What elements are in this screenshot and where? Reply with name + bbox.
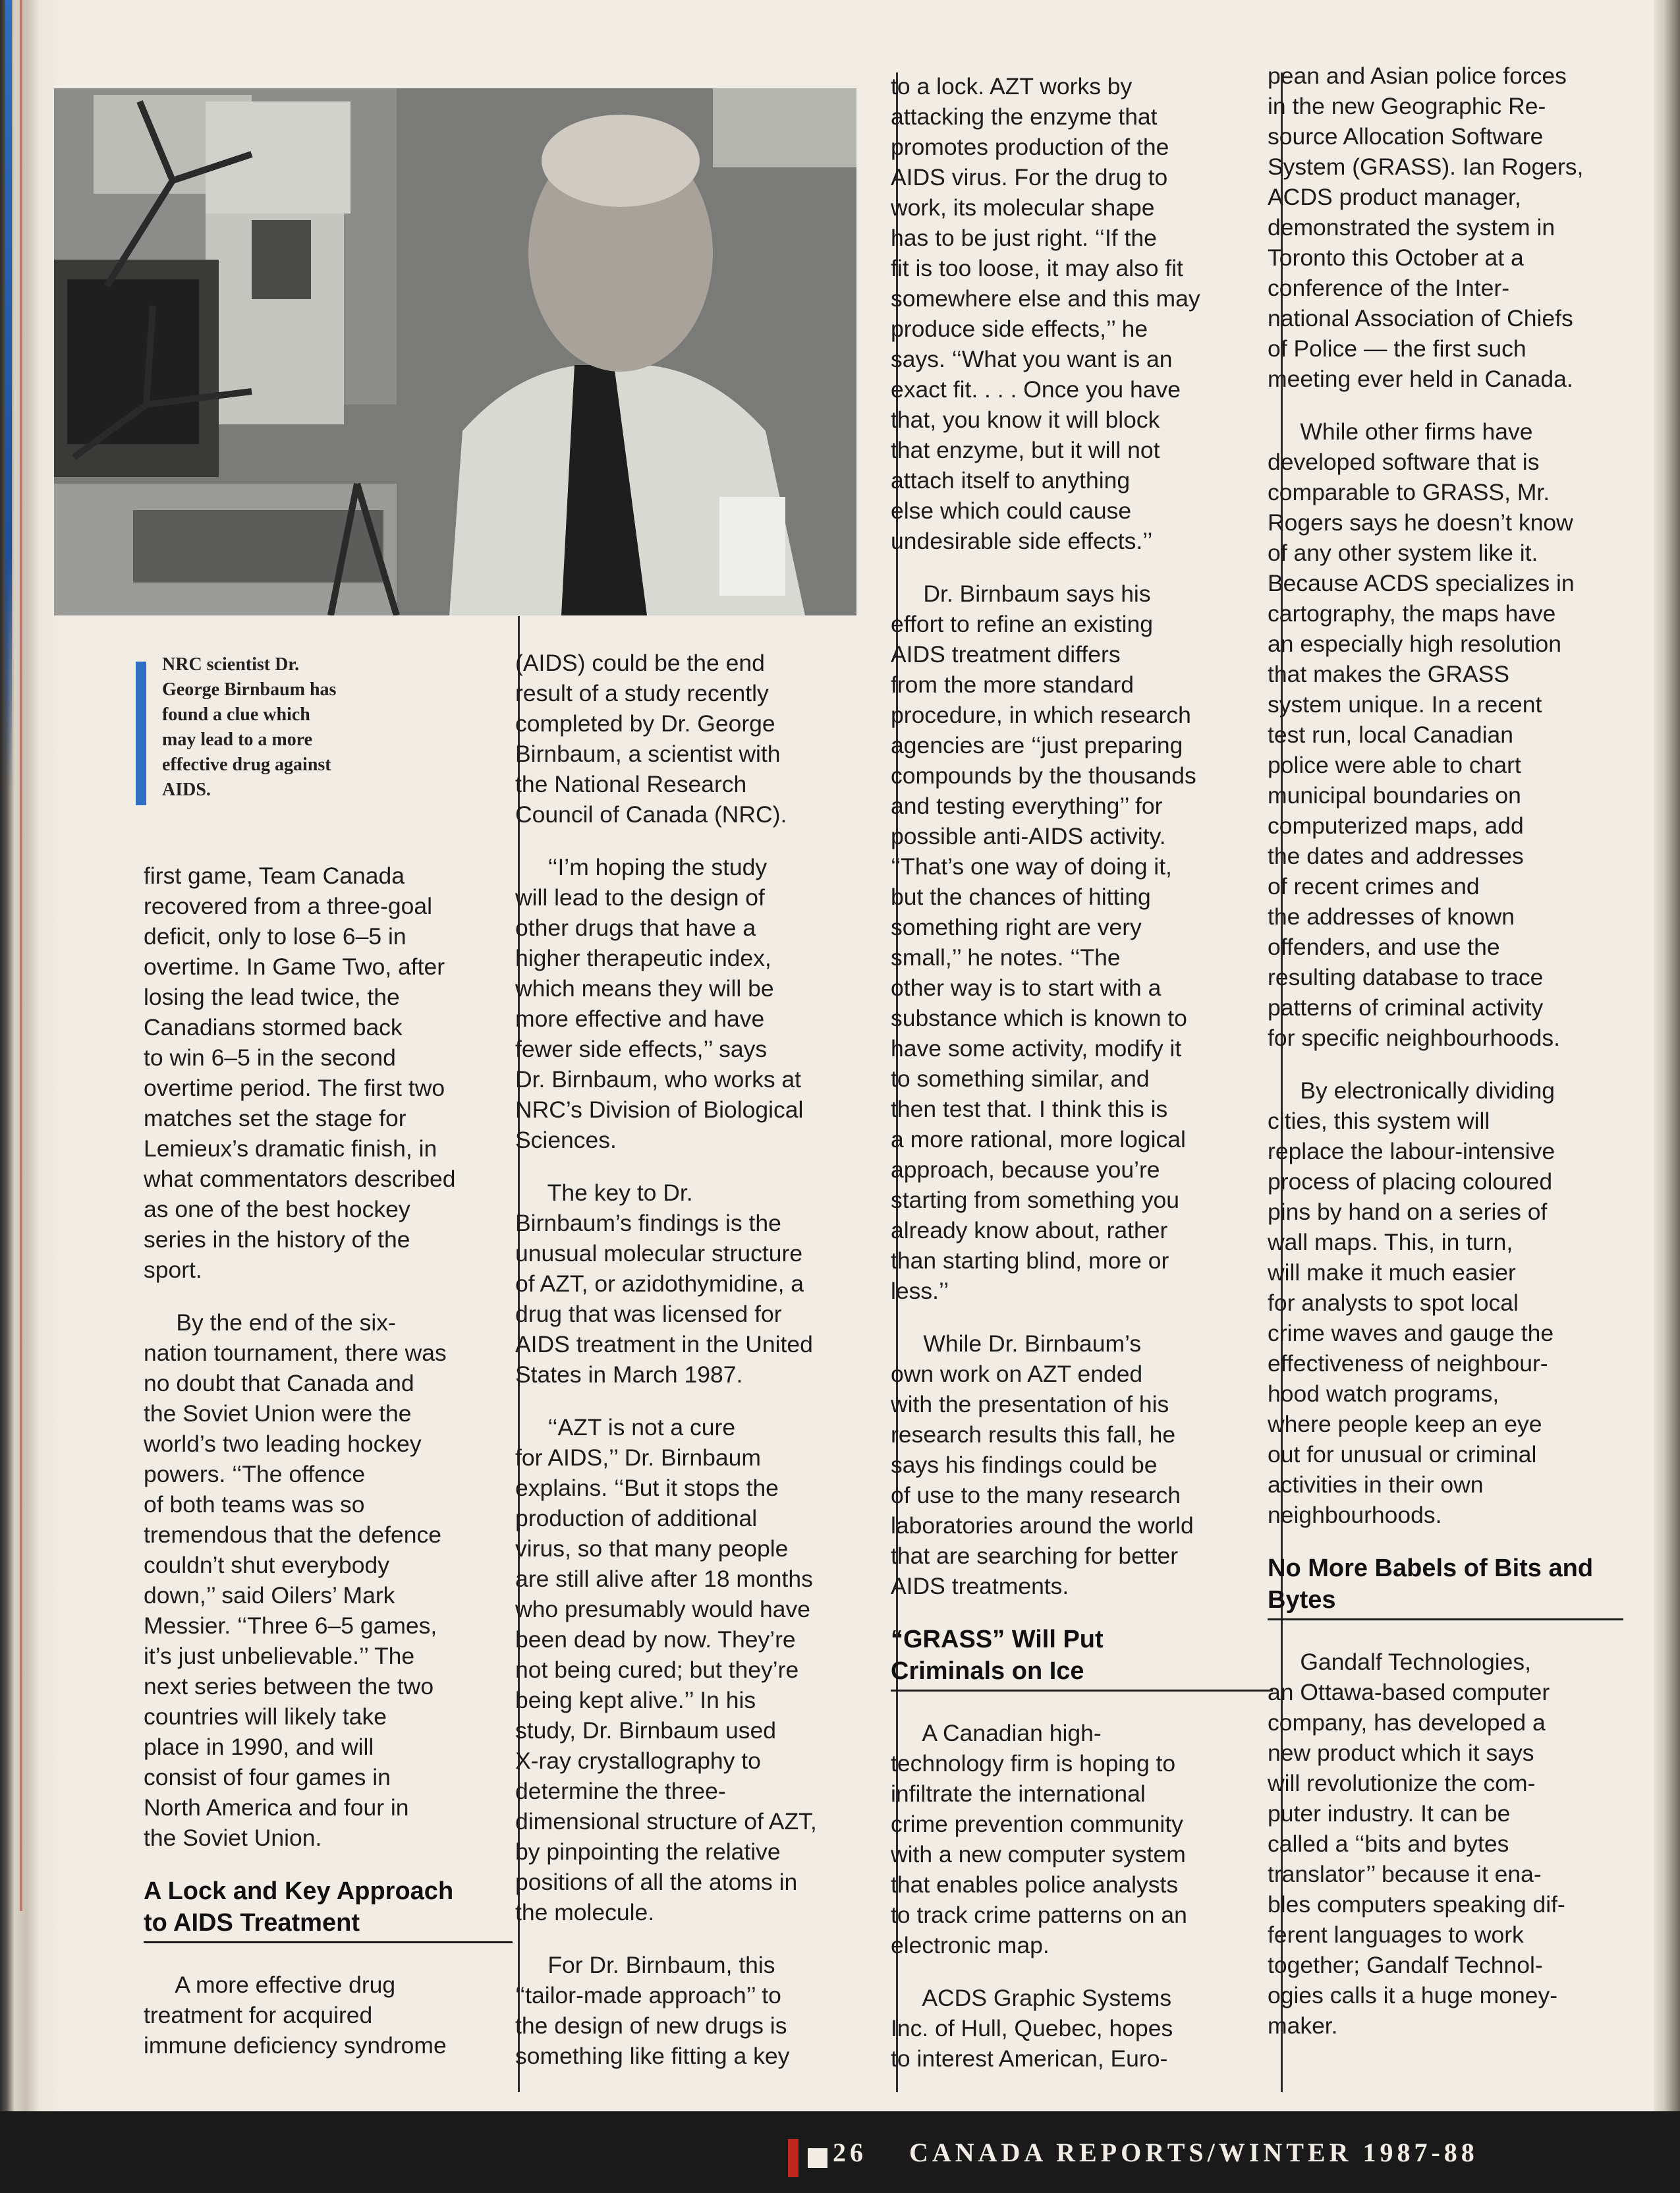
text-line: recovered from a three-goal xyxy=(144,893,433,919)
text-line: tremendous that the defence xyxy=(144,1522,441,1548)
text-line: the Soviet Union were the xyxy=(144,1400,412,1427)
page-number: 26 xyxy=(833,2138,867,2167)
text-line: couldn’t shut everybody xyxy=(144,1552,389,1578)
text-line: municipal boundaries on xyxy=(1268,782,1521,809)
text-line: Lemieux’s dramatic finish, in xyxy=(144,1135,437,1162)
text-line: other drugs that have a xyxy=(515,915,756,941)
text-line: pean and Asian police forces xyxy=(1268,63,1567,89)
paragraph xyxy=(891,1328,1273,1601)
text-line: fewer side effects,’’ says xyxy=(515,1036,768,1062)
text-line: where people keep an eye xyxy=(1268,1411,1542,1437)
text-line: Council of Canada (NRC). xyxy=(515,801,787,828)
text-line: of AZT, or azidothymidine, a xyxy=(515,1270,804,1297)
text-line: work, its molecular shape xyxy=(891,194,1155,221)
paragraph xyxy=(515,1412,884,1927)
text-line: electronic map. xyxy=(891,1932,1050,1958)
text-line: research results this fall, he xyxy=(891,1421,1176,1448)
text-line: no doubt that Canada and xyxy=(144,1370,414,1396)
text-line: police were able to chart xyxy=(1268,752,1521,778)
text-line: with a new computer system xyxy=(891,1841,1186,1867)
text-line: fit is too loose, it may also fit xyxy=(891,255,1183,281)
text-line: are still alive after 18 months xyxy=(515,1566,813,1592)
text-line: matches set the stage for xyxy=(144,1105,406,1131)
text-line: States in March 1987. xyxy=(515,1361,743,1388)
text-line: has to be just right. ‘‘If the xyxy=(891,225,1157,251)
text-line: ‘‘tailor-made approach’’ to xyxy=(515,1982,781,2008)
text-line: who presumably would have xyxy=(515,1596,810,1622)
text-line: ‘‘AZT is not a cure xyxy=(515,1414,736,1440)
paragraph xyxy=(1268,416,1623,1053)
text-line: losing the lead twice, the xyxy=(144,984,400,1010)
paragraph xyxy=(1268,1647,1623,2041)
text-line: A Canadian high- xyxy=(891,1720,1102,1746)
text-line: the addresses of known xyxy=(1268,903,1515,930)
text-line: to a lock. AZT works by xyxy=(891,73,1133,100)
text-line: something like fitting a key xyxy=(515,2043,790,2069)
text-line: the Soviet Union. xyxy=(144,1825,322,1851)
text-line: effectiveness of neighbour- xyxy=(1268,1350,1548,1377)
text-line: to something similar, and xyxy=(891,1066,1150,1092)
text-line: Rogers says he doesn’t know xyxy=(1268,509,1573,536)
text-line: virus, so that many people xyxy=(515,1535,789,1562)
text-line: of Police — the first such xyxy=(1268,335,1526,362)
text-line: test run, local Canadian xyxy=(1268,722,1513,748)
text-line: demonstrated the system in xyxy=(1268,214,1555,241)
heading-rule xyxy=(1268,1618,1623,1620)
text-line: by pinpointing the relative xyxy=(515,1838,781,1865)
text-line: somewhere else and this may xyxy=(891,285,1200,312)
text-line: from the more standard xyxy=(891,671,1134,698)
text-line: AIDS treatment differs xyxy=(891,641,1121,668)
paragraph xyxy=(891,71,1273,556)
text-line: Inc. of Hull, Quebec, hopes xyxy=(891,2015,1173,2041)
text-line: technology firm is hoping to xyxy=(891,1750,1176,1777)
photo-caption xyxy=(162,652,439,803)
heading-rule xyxy=(144,1941,513,1943)
text-line: laboratories around the world xyxy=(891,1512,1194,1539)
text-line: wall maps. This, in turn, xyxy=(1268,1229,1513,1255)
caption-line: effective drug against xyxy=(162,755,331,775)
heading-line: to AIDS Treatment xyxy=(144,1909,360,1937)
page-edge-shadow xyxy=(1654,0,1680,2193)
text-line: source Allocation Software xyxy=(1268,123,1544,150)
text-line: unusual molecular structure xyxy=(515,1240,803,1267)
text-line: positions of all the atoms in xyxy=(515,1869,798,1895)
text-line: replace the labour-intensive xyxy=(1268,1138,1555,1164)
text-line: possible anti-AIDS activity. xyxy=(891,823,1166,849)
text-line: that makes the GRASS xyxy=(1268,661,1509,687)
text-line: but the chances of hitting xyxy=(891,884,1151,910)
text-line: of both teams was so xyxy=(144,1491,365,1518)
text-line: pins by hand on a series of xyxy=(1268,1199,1548,1225)
text-line: infiltrate the international xyxy=(891,1780,1146,1807)
text-line: Toronto this October at a xyxy=(1268,244,1524,271)
text-line: of any other system like it. xyxy=(1268,540,1538,566)
text-line: Gandalf Technologies, xyxy=(1268,1649,1531,1675)
text-line: NRC’s Division of Biological xyxy=(515,1096,804,1123)
text-line: that enables police analysts xyxy=(891,1871,1179,1898)
text-line: ACDS product manager, xyxy=(1268,184,1521,210)
caption-line: George Birnbaum has xyxy=(162,679,337,700)
text-line: agencies are ‘‘just preparing xyxy=(891,732,1183,758)
text-line: what commentators described xyxy=(144,1166,456,1192)
text-line: Because ACDS specializes in xyxy=(1268,570,1575,596)
text-line: and testing everything’’ for xyxy=(891,793,1163,819)
text-line: nation tournament, there was xyxy=(144,1340,447,1366)
text-line: higher therapeutic index, xyxy=(515,945,771,971)
text-line: of use to the many research xyxy=(891,1482,1181,1508)
publication-name: CANADA REPORTS/WINTER 1987-88 xyxy=(909,2138,1478,2167)
text-line: substance which is known to xyxy=(891,1005,1187,1031)
caption-line: AIDS. xyxy=(162,780,211,800)
text-line: produce side effects,’’ he xyxy=(891,316,1148,342)
text-line: it’s just unbelievable.’’ The xyxy=(144,1643,415,1669)
text-line: says his findings could be xyxy=(891,1452,1158,1478)
text-line: that are searching for better xyxy=(891,1543,1179,1569)
text-line: compounds by the thousands xyxy=(891,762,1196,789)
text-line: company, has developed a xyxy=(1268,1709,1546,1736)
text-line: small,’’ he notes. ‘‘The xyxy=(891,944,1121,971)
text-line: AIDS virus. For the drug to xyxy=(891,164,1168,190)
text-line: meeting ever held in Canada. xyxy=(1268,366,1573,392)
paragraph xyxy=(515,1950,884,2071)
text-line: not being cured; but they’re xyxy=(515,1657,799,1683)
paragraph xyxy=(144,861,513,1285)
text-line: hood watch programs, xyxy=(1268,1381,1499,1407)
text-line: resulting database to trace xyxy=(1268,964,1544,990)
text-line: the design of new drugs is xyxy=(515,2012,787,2039)
text-line: attach itself to anything xyxy=(891,467,1131,494)
text-line: being kept alive.’’ In his xyxy=(515,1687,756,1713)
scientist-photo xyxy=(54,88,856,615)
text-line: Dr. Birnbaum, who works at xyxy=(515,1066,802,1093)
text-line: While other firms have xyxy=(1268,418,1533,445)
text-line: more effective and have xyxy=(515,1006,765,1032)
text-line: activities in their own xyxy=(1268,1471,1484,1498)
text-line: exact fit. . . . Once you have xyxy=(891,376,1181,403)
paragraph xyxy=(144,1970,513,2061)
text-line: for AIDS,’’ Dr. Birnbaum xyxy=(515,1444,761,1471)
text-line: developed software that is xyxy=(1268,449,1540,475)
text-line: called a ‘‘bits and bytes xyxy=(1268,1831,1509,1857)
text-line: a more rational, more logical xyxy=(891,1126,1186,1153)
paragraph xyxy=(891,1718,1273,1960)
text-line: than starting blind, more or xyxy=(891,1247,1169,1274)
text-line: System (GRASS). Ian Rogers, xyxy=(1268,154,1584,180)
text-line: that enzyme, but it will not xyxy=(891,437,1160,463)
text-line: neighbourhoods. xyxy=(1268,1502,1442,1528)
text-line: AIDS treatment in the United xyxy=(515,1331,813,1357)
text-line: Birnbaum, a scientist with xyxy=(515,741,781,767)
text-line: the dates and addresses xyxy=(1268,843,1524,869)
text-line: next series between the two xyxy=(144,1673,434,1699)
paragraph xyxy=(1268,1075,1623,1530)
text-line: to interest American, Euro- xyxy=(891,2045,1168,2072)
text-line: maker. xyxy=(1268,2012,1338,2039)
text-line: Birnbaum’s findings is the xyxy=(515,1210,781,1236)
text-line: For Dr. Birnbaum, this xyxy=(515,1952,775,1978)
text-line: promotes production of the xyxy=(891,134,1169,160)
text-line: approach, because you’re xyxy=(891,1156,1160,1183)
heading-rule xyxy=(891,1690,1273,1692)
text-line: consist of four games in xyxy=(144,1764,391,1790)
paragraph xyxy=(1268,61,1623,394)
paragraph xyxy=(144,1307,513,1853)
text-line: that, you know it will block xyxy=(891,407,1160,433)
text-line: to track crime patterns on an xyxy=(891,1902,1187,1928)
text-line: down,’’ said Oilers’ Mark xyxy=(144,1582,395,1609)
text-line: effort to refine an existing xyxy=(891,611,1153,637)
text-line: bles computers speaking dif- xyxy=(1268,1891,1565,1918)
heading-line: No More Babels of Bits and xyxy=(1268,1554,1594,1582)
caption-line: NRC scientist Dr. xyxy=(162,654,300,675)
text-line: then test that. I think this is xyxy=(891,1096,1168,1122)
text-line: series in the history of the xyxy=(144,1226,410,1253)
caption-line: found a clue which xyxy=(162,704,310,725)
text-line: for analysts to spot local xyxy=(1268,1290,1519,1316)
paragraph xyxy=(891,1983,1273,2074)
text-line: together; Gandalf Technol- xyxy=(1268,1952,1543,1978)
text-line: powers. ‘‘The offence xyxy=(144,1461,366,1487)
section-heading-aids xyxy=(144,1875,513,1939)
text-line: dimensional structure of AZT, xyxy=(515,1808,817,1835)
text-line: offenders, and use the xyxy=(1268,934,1500,960)
text-line: computerized maps, add xyxy=(1268,812,1524,839)
text-line: as one of the best hockey xyxy=(144,1196,410,1222)
text-line: Dr. Birnbaum says his xyxy=(891,581,1151,607)
text-line: attacking the enzyme that xyxy=(891,103,1158,130)
text-line: X-ray crystallography to xyxy=(515,1748,761,1774)
text-line: deficit, only to lose 6–5 in xyxy=(144,923,406,950)
text-line: ogies calls it a huge money- xyxy=(1268,1982,1558,2008)
text-line: Sciences. xyxy=(515,1127,617,1153)
text-line: the National Research xyxy=(515,771,747,797)
text-line: of recent crimes and xyxy=(1268,873,1480,899)
text-line: ‘‘That’s one way of doing it, xyxy=(891,853,1172,880)
text-line: undesirable side effects.’’ xyxy=(891,528,1153,554)
text-line: explains. ‘‘But it stops the xyxy=(515,1475,779,1501)
text-line: have some activity, modify it xyxy=(891,1035,1182,1062)
page-footer xyxy=(833,2137,1478,2168)
text-line: first game, Team Canada xyxy=(144,863,405,889)
caption-accent-bar xyxy=(136,662,146,805)
text-line: already know about, rather xyxy=(891,1217,1168,1243)
text-line: production of additional xyxy=(515,1505,758,1531)
text-line: determine the three- xyxy=(515,1778,726,1804)
text-line: process of placing coloured xyxy=(1268,1168,1553,1195)
text-line: else which could cause xyxy=(891,498,1132,524)
text-line: sport. xyxy=(144,1257,202,1283)
column-1 xyxy=(144,861,513,2061)
text-line: world’s two leading hockey xyxy=(144,1431,422,1457)
text-line: The key to Dr. xyxy=(515,1180,693,1206)
paragraph xyxy=(891,579,1273,1306)
section-heading-grass xyxy=(891,1624,1273,1687)
text-line: countries will likely take xyxy=(144,1703,387,1730)
text-line: Canadians stormed back xyxy=(144,1014,403,1040)
section-heading-babels xyxy=(1268,1552,1623,1616)
heading-line: A Lock and Key Approach xyxy=(144,1877,454,1905)
paragraph xyxy=(515,1178,884,1390)
scientist-photo-illustration xyxy=(54,88,856,615)
paragraph xyxy=(515,648,884,830)
text-line: will make it much easier xyxy=(1268,1259,1516,1286)
text-line: which means they will be xyxy=(515,975,774,1002)
text-line: will revolutionize the com- xyxy=(1268,1770,1536,1796)
paragraph xyxy=(515,852,884,1155)
text-line: study, Dr. Birnbaum used xyxy=(515,1717,776,1744)
text-line: overtime period. The first two xyxy=(144,1075,445,1101)
text-line: starting from something you xyxy=(891,1187,1180,1213)
text-line: translator’’ because it ena- xyxy=(1268,1861,1542,1887)
text-line: own work on AZT ended xyxy=(891,1361,1143,1387)
spine-red-edge xyxy=(20,0,22,1911)
text-line: place in 1990, and will xyxy=(144,1734,374,1760)
footer-red-marker xyxy=(788,2139,798,2177)
text-line: out for unusual or criminal xyxy=(1268,1441,1537,1467)
text-line: Messier. ‘‘Three 6–5 games, xyxy=(144,1612,437,1639)
heading-line: Criminals on Ice xyxy=(891,1657,1084,1685)
column-3 xyxy=(891,71,1273,2074)
text-line: an Ottawa-based computer xyxy=(1268,1679,1550,1705)
text-line: says. ‘‘What you want is an xyxy=(891,346,1173,372)
text-line: (AIDS) could be the end xyxy=(515,650,765,676)
heading-line: “GRASS” Will Put xyxy=(891,1626,1104,1653)
text-line: puter industry. It can be xyxy=(1268,1800,1511,1827)
text-line: with the presentation of his xyxy=(891,1391,1169,1417)
text-line: By the end of the six- xyxy=(144,1309,396,1336)
text-line: cities, this system will xyxy=(1268,1108,1490,1134)
text-line: While Dr. Birnbaum’s xyxy=(891,1330,1142,1357)
spine-blue-stripe xyxy=(5,0,12,791)
text-line: other way is to start with a xyxy=(891,975,1162,1001)
text-line: ACDS Graphic Systems xyxy=(891,1985,1172,2011)
text-line: comparable to GRASS, Mr. xyxy=(1268,479,1550,505)
text-line: overtime. In Game Two, after xyxy=(144,954,445,980)
text-line: system unique. In a recent xyxy=(1268,691,1542,718)
text-line: ferent languages to work xyxy=(1268,1922,1524,1948)
text-line: By electronically dividing xyxy=(1268,1077,1555,1104)
text-line: crime waves and gauge the xyxy=(1268,1320,1554,1346)
text-line: for specific neighbourhoods. xyxy=(1268,1025,1561,1051)
text-line: an especially high resolution xyxy=(1268,631,1562,657)
heading-line: Bytes xyxy=(1268,1586,1336,1614)
caption-line: may lead to a more xyxy=(162,729,313,750)
column-4 xyxy=(1268,61,1623,2041)
footer-square-icon xyxy=(808,2148,827,2168)
text-line: cartography, the maps have xyxy=(1268,600,1556,627)
text-line: immune deficiency syndrome xyxy=(144,2032,447,2059)
text-line: AIDS treatments. xyxy=(891,1573,1069,1599)
text-line: to win 6–5 in the second xyxy=(144,1044,396,1071)
text-line: drug that was licensed for xyxy=(515,1301,782,1327)
text-line: new product which it says xyxy=(1268,1740,1534,1766)
text-line: result of a study recently xyxy=(515,680,769,706)
column-2 xyxy=(515,648,884,2071)
text-line: in the new Geographic Re- xyxy=(1268,93,1546,119)
text-line: something right are very xyxy=(891,914,1142,940)
text-line: ‘‘I’m hoping the study xyxy=(515,854,768,880)
text-line: the molecule. xyxy=(515,1899,655,1925)
text-line: completed by Dr. George xyxy=(515,710,775,737)
text-line: crime prevention community xyxy=(891,1811,1183,1837)
text-line: national Association of Chiefs xyxy=(1268,305,1573,331)
text-line: conference of the Inter- xyxy=(1268,275,1510,301)
text-line: A more effective drug xyxy=(144,1972,396,1998)
text-line: less.’’ xyxy=(891,1278,949,1304)
text-line: been dead by now. They’re xyxy=(515,1626,796,1653)
text-line: will lead to the design of xyxy=(515,884,765,911)
text-line: procedure, in which research xyxy=(891,702,1191,728)
text-line: treatment for acquired xyxy=(144,2002,373,2028)
text-line: North America and four in xyxy=(144,1794,409,1821)
text-line: patterns of criminal activity xyxy=(1268,994,1544,1021)
